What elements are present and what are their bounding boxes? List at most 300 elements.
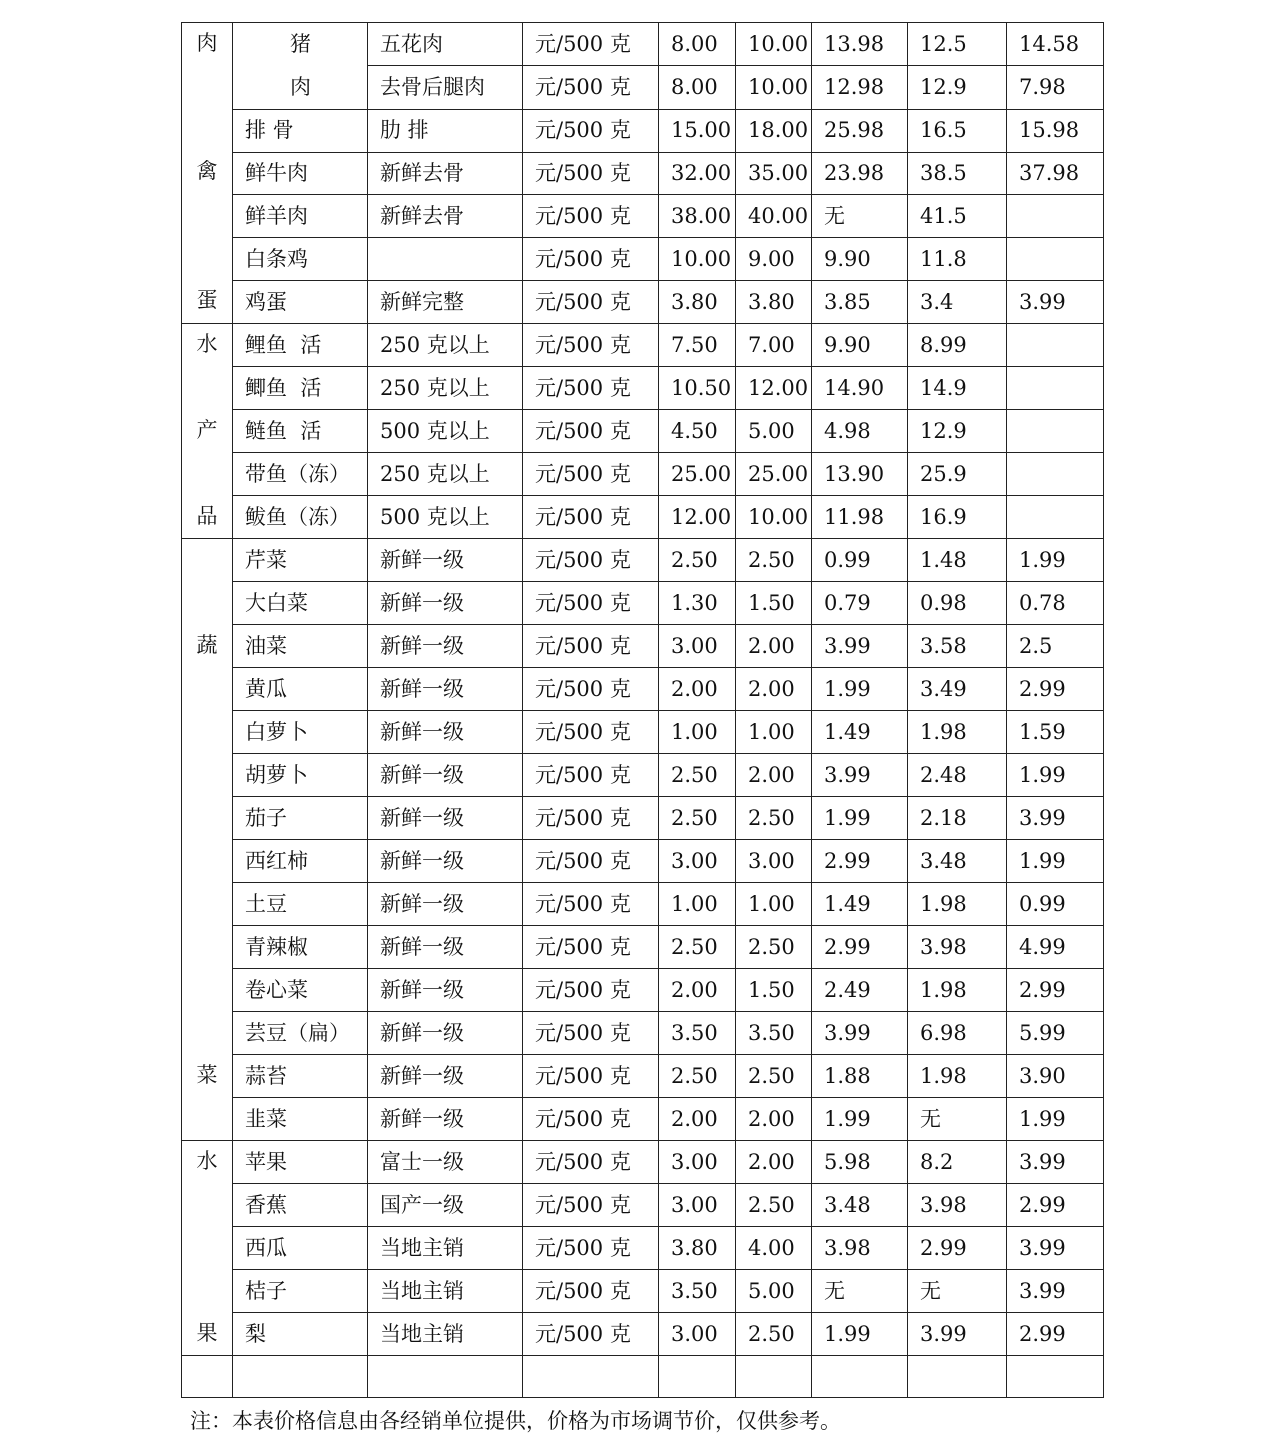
price-cell: 25.9 xyxy=(908,453,1007,496)
unit-cell: 元/500 克 xyxy=(523,797,659,840)
item-name-cell: 鲢鱼 活 xyxy=(233,410,368,453)
price-cell: 1.99 xyxy=(1007,1098,1104,1141)
price-cell: 1.30 xyxy=(659,582,736,625)
price-cell: 8.00 xyxy=(659,66,736,109)
price-cell: 3.50 xyxy=(736,1012,812,1055)
spec-cell: 去骨后腿肉 xyxy=(368,66,523,109)
table-row xyxy=(182,582,1104,625)
item-name-cell: 油菜 xyxy=(233,625,368,668)
price-cell: 3.99 xyxy=(812,1012,908,1055)
empty-cell xyxy=(523,1356,659,1398)
price-cell: 41.5 xyxy=(908,195,1007,238)
price-cell: 3.49 xyxy=(908,668,1007,711)
table-row xyxy=(182,152,1104,195)
price-cell: 3.99 xyxy=(1007,1141,1104,1184)
unit-cell: 元/500 克 xyxy=(523,1184,659,1227)
price-cell: 1.99 xyxy=(812,1098,908,1141)
spec-cell: 新鲜一级 xyxy=(368,539,523,582)
price-cell: 2.50 xyxy=(659,539,736,582)
price-cell: 1.00 xyxy=(736,711,812,754)
price-cell: 40.00 xyxy=(736,195,812,238)
price-cell: 10.00 xyxy=(736,496,812,539)
spec-cell: 新鲜一级 xyxy=(368,840,523,883)
unit-cell: 元/500 克 xyxy=(523,195,659,238)
price-cell: 2.99 xyxy=(1007,1313,1104,1356)
price-cell xyxy=(1007,238,1104,281)
table-row xyxy=(182,926,1104,969)
item-name-cell: 蒜苔 xyxy=(233,1055,368,1098)
price-cell: 3.98 xyxy=(908,926,1007,969)
unit-cell: 元/500 克 xyxy=(523,453,659,496)
table-row xyxy=(182,410,1104,453)
price-cell: 0.79 xyxy=(812,582,908,625)
item-name-char: 肉 xyxy=(290,74,311,99)
unit-cell: 元/500 克 xyxy=(523,1098,659,1141)
item-name-cell xyxy=(233,23,368,110)
table-row xyxy=(182,238,1104,281)
unit-cell: 元/500 克 xyxy=(523,582,659,625)
price-cell: 4.98 xyxy=(812,410,908,453)
item-name-cell: 韭菜 xyxy=(233,1098,368,1141)
price-cell: 3.98 xyxy=(908,1184,1007,1227)
spec-cell: 新鲜一级 xyxy=(368,1012,523,1055)
price-cell: 32.00 xyxy=(659,152,736,195)
spec-cell: 500 克以上 xyxy=(368,410,523,453)
price-cell: 14.90 xyxy=(812,367,908,410)
item-name-cell: 土豆 xyxy=(233,883,368,926)
empty-cell xyxy=(659,1356,736,1398)
unit-cell: 元/500 克 xyxy=(523,23,659,66)
table-row xyxy=(182,1227,1104,1270)
empty-cell xyxy=(233,1356,368,1398)
unit-cell: 元/500 克 xyxy=(523,281,659,324)
item-name-cell: 桔子 xyxy=(233,1270,368,1313)
footnote: 注：本表价格信息由各经销单位提供，价格为市场调节价，仅供参考。 xyxy=(190,1409,841,1433)
price-cell: 3.50 xyxy=(659,1012,736,1055)
price-cell: 无 xyxy=(908,1098,1007,1141)
price-cell: 7.98 xyxy=(1007,66,1104,109)
price-cell xyxy=(1007,496,1104,539)
table-row xyxy=(182,711,1104,754)
unit-cell: 元/500 克 xyxy=(523,1270,659,1313)
price-cell: 10.00 xyxy=(736,23,812,66)
category-char: 品 xyxy=(196,504,218,528)
category-char: 产 xyxy=(196,418,218,442)
table-row xyxy=(182,1141,1104,1184)
price-cell: 13.90 xyxy=(812,453,908,496)
unit-cell: 元/500 克 xyxy=(523,109,659,152)
price-cell: 25.00 xyxy=(736,453,812,496)
table-row xyxy=(182,281,1104,324)
price-cell: 3.99 xyxy=(1007,797,1104,840)
price-cell xyxy=(1007,195,1104,238)
price-cell: 2.49 xyxy=(812,969,908,1012)
price-cell: 1.98 xyxy=(908,1055,1007,1098)
unit-cell: 元/500 克 xyxy=(523,711,659,754)
spec-cell: 当地主销 xyxy=(368,1270,523,1313)
price-cell: 无 xyxy=(812,195,908,238)
table-row xyxy=(182,1270,1104,1313)
category-char: 果 xyxy=(196,1321,218,1345)
price-cell: 3.90 xyxy=(1007,1055,1104,1098)
spec-cell: 新鲜一级 xyxy=(368,883,523,926)
price-cell: 2.00 xyxy=(736,625,812,668)
spec-cell: 新鲜一级 xyxy=(368,1098,523,1141)
unit-cell: 元/500 克 xyxy=(523,754,659,797)
price-cell: 2.18 xyxy=(908,797,1007,840)
unit-cell: 元/500 克 xyxy=(523,324,659,367)
unit-cell: 元/500 克 xyxy=(523,238,659,281)
price-cell: 10.00 xyxy=(659,238,736,281)
price-cell: 3.80 xyxy=(736,281,812,324)
price-cell: 3.00 xyxy=(659,1184,736,1227)
price-cell: 1.50 xyxy=(736,582,812,625)
item-name-cell: 梨 xyxy=(233,1313,368,1356)
item-name-char: 猪 xyxy=(290,31,311,56)
table-row-empty xyxy=(182,1356,1104,1398)
unit-cell: 元/500 克 xyxy=(523,1313,659,1356)
unit-cell: 元/500 克 xyxy=(523,668,659,711)
table-row xyxy=(182,1184,1104,1227)
empty-cell xyxy=(1007,1356,1104,1398)
price-cell: 1.49 xyxy=(812,711,908,754)
price-cell: 0.99 xyxy=(1007,883,1104,926)
price-cell xyxy=(1007,367,1104,410)
table-row xyxy=(182,195,1104,238)
spec-cell: 肋 排 xyxy=(368,109,523,152)
spec-cell: 当地主销 xyxy=(368,1227,523,1270)
price-cell: 2.50 xyxy=(659,1055,736,1098)
price-cell: 25.00 xyxy=(659,453,736,496)
empty-cell xyxy=(736,1356,812,1398)
unit-cell: 元/500 克 xyxy=(523,969,659,1012)
spec-cell: 新鲜一级 xyxy=(368,582,523,625)
price-cell: 2.00 xyxy=(659,668,736,711)
spec-cell: 新鲜一级 xyxy=(368,1055,523,1098)
price-cell: 3.80 xyxy=(659,281,736,324)
price-cell: 2.50 xyxy=(659,754,736,797)
price-cell: 1.88 xyxy=(812,1055,908,1098)
price-cell: 3.00 xyxy=(659,625,736,668)
price-cell: 1.98 xyxy=(908,883,1007,926)
item-name-cell: 鲜牛肉 xyxy=(233,152,368,195)
spec-cell: 250 克以上 xyxy=(368,453,523,496)
table-row xyxy=(182,840,1104,883)
spec-cell: 五花肉 xyxy=(368,23,523,66)
item-name-cell: 鲅鱼（冻） xyxy=(233,496,368,539)
price-cell: 3.99 xyxy=(908,1313,1007,1356)
item-name-cell: 带鱼（冻） xyxy=(233,453,368,496)
price-cell: 3.80 xyxy=(659,1227,736,1270)
price-cell xyxy=(1007,453,1104,496)
unit-cell: 元/500 克 xyxy=(523,66,659,109)
price-cell: 3.98 xyxy=(812,1227,908,1270)
price-cell: 1.99 xyxy=(812,1313,908,1356)
item-name-cell: 香蕉 xyxy=(233,1184,368,1227)
price-cell: 2.99 xyxy=(908,1227,1007,1270)
spec-cell: 新鲜一级 xyxy=(368,969,523,1012)
price-cell: 2.99 xyxy=(812,840,908,883)
price-cell: 2.00 xyxy=(736,754,812,797)
category-cell xyxy=(182,324,233,539)
item-name-cell: 青辣椒 xyxy=(233,926,368,969)
category-cell xyxy=(182,23,233,324)
price-cell: 0.99 xyxy=(812,539,908,582)
price-cell: 3.99 xyxy=(1007,281,1104,324)
price-cell: 8.2 xyxy=(908,1141,1007,1184)
price-cell: 14.9 xyxy=(908,367,1007,410)
category-char: 肉 xyxy=(196,31,218,55)
unit-cell: 元/500 克 xyxy=(523,1141,659,1184)
table-row xyxy=(182,324,1104,367)
price-cell: 18.00 xyxy=(736,109,812,152)
price-cell: 2.99 xyxy=(812,926,908,969)
price-cell: 12.5 xyxy=(908,23,1007,66)
spec-cell: 500 克以上 xyxy=(368,496,523,539)
table-row xyxy=(182,539,1104,582)
empty-cell xyxy=(182,1356,233,1398)
price-cell: 8.00 xyxy=(659,23,736,66)
price-table xyxy=(181,22,1104,1398)
price-cell: 12.98 xyxy=(812,66,908,109)
price-cell: 1.99 xyxy=(812,668,908,711)
price-cell: 3.48 xyxy=(812,1184,908,1227)
price-cell: 12.00 xyxy=(659,496,736,539)
price-cell: 7.50 xyxy=(659,324,736,367)
price-cell: 2.00 xyxy=(659,1098,736,1141)
empty-cell xyxy=(368,1356,523,1398)
spec-cell xyxy=(368,238,523,281)
table-row xyxy=(182,23,1104,66)
table-row xyxy=(182,625,1104,668)
price-cell: 25.98 xyxy=(812,109,908,152)
unit-cell: 元/500 克 xyxy=(523,367,659,410)
price-cell: 3.4 xyxy=(908,281,1007,324)
table-row xyxy=(182,453,1104,496)
empty-cell xyxy=(908,1356,1007,1398)
price-cell: 13.98 xyxy=(812,23,908,66)
price-cell: 2.00 xyxy=(659,969,736,1012)
price-cell: 38.00 xyxy=(659,195,736,238)
category-cell xyxy=(182,1141,233,1356)
spec-cell: 250 克以上 xyxy=(368,367,523,410)
item-name-cell: 胡萝卜 xyxy=(233,754,368,797)
price-cell: 9.90 xyxy=(812,324,908,367)
price-cell: 14.58 xyxy=(1007,23,1104,66)
price-cell: 1.00 xyxy=(659,711,736,754)
table-row xyxy=(182,754,1104,797)
price-cell: 2.50 xyxy=(736,1313,812,1356)
price-cell: 1.98 xyxy=(908,711,1007,754)
spec-cell: 250 克以上 xyxy=(368,324,523,367)
price-cell: 1.00 xyxy=(736,883,812,926)
item-name-cell: 鸡蛋 xyxy=(233,281,368,324)
price-cell: 1.59 xyxy=(1007,711,1104,754)
price-cell: 15.00 xyxy=(659,109,736,152)
price-cell: 11.98 xyxy=(812,496,908,539)
price-cell: 10.50 xyxy=(659,367,736,410)
item-name-cell: 鲫鱼 活 xyxy=(233,367,368,410)
price-cell: 16.5 xyxy=(908,109,1007,152)
price-cell: 9.90 xyxy=(812,238,908,281)
table-row xyxy=(182,1055,1104,1098)
item-name-cell: 芹菜 xyxy=(233,539,368,582)
price-cell: 4.00 xyxy=(736,1227,812,1270)
category-char: 水 xyxy=(196,332,218,356)
table-row xyxy=(182,367,1104,410)
empty-cell xyxy=(812,1356,908,1398)
price-cell: 2.5 xyxy=(1007,625,1104,668)
price-cell xyxy=(1007,410,1104,453)
table-row xyxy=(182,1098,1104,1141)
price-cell: 2.99 xyxy=(1007,1184,1104,1227)
price-cell: 7.00 xyxy=(736,324,812,367)
spec-cell: 新鲜去骨 xyxy=(368,152,523,195)
price-cell: 1.99 xyxy=(1007,754,1104,797)
price-cell: 1.99 xyxy=(1007,539,1104,582)
price-cell: 6.98 xyxy=(908,1012,1007,1055)
price-cell: 37.98 xyxy=(1007,152,1104,195)
unit-cell: 元/500 克 xyxy=(523,625,659,668)
category-char: 菜 xyxy=(196,1063,218,1087)
price-cell: 11.8 xyxy=(908,238,1007,281)
item-name-cell: 黄瓜 xyxy=(233,668,368,711)
item-name-cell: 鲜羊肉 xyxy=(233,195,368,238)
price-cell: 23.98 xyxy=(812,152,908,195)
unit-cell: 元/500 克 xyxy=(523,840,659,883)
price-cell: 12.00 xyxy=(736,367,812,410)
category-char: 蔬 xyxy=(196,633,218,657)
unit-cell: 元/500 克 xyxy=(523,539,659,582)
unit-cell: 元/500 克 xyxy=(523,883,659,926)
price-cell: 2.50 xyxy=(736,1184,812,1227)
price-cell: 3.00 xyxy=(659,1141,736,1184)
unit-cell: 元/500 克 xyxy=(523,1227,659,1270)
price-cell: 9.00 xyxy=(736,238,812,281)
price-cell: 3.50 xyxy=(659,1270,736,1313)
price-cell: 3.48 xyxy=(908,840,1007,883)
category-cell xyxy=(182,539,233,1141)
price-cell: 2.50 xyxy=(736,1055,812,1098)
item-name-cell: 西红柿 xyxy=(233,840,368,883)
table-row xyxy=(182,1012,1104,1055)
table-row xyxy=(182,969,1104,1012)
price-cell: 4.50 xyxy=(659,410,736,453)
price-cell: 2.48 xyxy=(908,754,1007,797)
price-cell: 1.50 xyxy=(736,969,812,1012)
item-name-cell: 西瓜 xyxy=(233,1227,368,1270)
item-name-cell: 排 骨 xyxy=(233,109,368,152)
price-cell: 无 xyxy=(812,1270,908,1313)
price-cell: 1.99 xyxy=(1007,840,1104,883)
price-cell xyxy=(1007,324,1104,367)
item-name-cell: 茄子 xyxy=(233,797,368,840)
spec-cell: 新鲜一级 xyxy=(368,797,523,840)
spec-cell: 新鲜完整 xyxy=(368,281,523,324)
spec-cell: 新鲜一级 xyxy=(368,754,523,797)
price-cell: 5.00 xyxy=(736,1270,812,1313)
price-cell: 2.50 xyxy=(736,926,812,969)
spec-cell: 新鲜一级 xyxy=(368,926,523,969)
spec-cell: 新鲜一级 xyxy=(368,668,523,711)
price-cell: 3.00 xyxy=(659,840,736,883)
unit-cell: 元/500 克 xyxy=(523,1012,659,1055)
table-row xyxy=(182,797,1104,840)
price-cell: 1.99 xyxy=(812,797,908,840)
price-cell: 2.50 xyxy=(736,539,812,582)
price-cell: 4.99 xyxy=(1007,926,1104,969)
price-cell: 无 xyxy=(908,1270,1007,1313)
price-cell: 12.9 xyxy=(908,66,1007,109)
price-cell: 12.9 xyxy=(908,410,1007,453)
category-char: 蛋 xyxy=(196,288,218,312)
spec-cell: 国产一级 xyxy=(368,1184,523,1227)
category-char: 水 xyxy=(196,1149,218,1173)
price-cell: 38.5 xyxy=(908,152,1007,195)
price-cell: 3.99 xyxy=(812,754,908,797)
table-row xyxy=(182,668,1104,711)
unit-cell: 元/500 克 xyxy=(523,496,659,539)
price-cell: 5.98 xyxy=(812,1141,908,1184)
category-char: 禽 xyxy=(196,159,218,183)
price-cell: 1.48 xyxy=(908,539,1007,582)
item-name-cell: 卷心菜 xyxy=(233,969,368,1012)
price-cell: 15.98 xyxy=(1007,109,1104,152)
price-cell: 2.50 xyxy=(659,797,736,840)
price-cell: 0.98 xyxy=(908,582,1007,625)
price-cell: 5.00 xyxy=(736,410,812,453)
item-name-cell: 大白菜 xyxy=(233,582,368,625)
price-cell: 2.00 xyxy=(736,1098,812,1141)
price-cell: 2.00 xyxy=(736,668,812,711)
item-name-cell: 苹果 xyxy=(233,1141,368,1184)
unit-cell: 元/500 克 xyxy=(523,926,659,969)
price-cell: 16.9 xyxy=(908,496,1007,539)
price-cell: 2.50 xyxy=(659,926,736,969)
price-cell: 3.58 xyxy=(908,625,1007,668)
table-row xyxy=(182,109,1104,152)
price-cell: 1.98 xyxy=(908,969,1007,1012)
spec-cell: 富士一级 xyxy=(368,1141,523,1184)
price-cell: 10.00 xyxy=(736,66,812,109)
spec-cell: 新鲜一级 xyxy=(368,711,523,754)
item-name-cell: 白萝卜 xyxy=(233,711,368,754)
spec-cell: 新鲜去骨 xyxy=(368,195,523,238)
table-row xyxy=(182,883,1104,926)
price-cell: 3.85 xyxy=(812,281,908,324)
unit-cell: 元/500 克 xyxy=(523,410,659,453)
price-cell: 3.00 xyxy=(736,840,812,883)
price-cell: 2.50 xyxy=(736,797,812,840)
table-row xyxy=(182,496,1104,539)
price-cell: 0.78 xyxy=(1007,582,1104,625)
price-cell: 3.99 xyxy=(1007,1270,1104,1313)
price-cell: 8.99 xyxy=(908,324,1007,367)
item-name-cell: 芸豆（扁） xyxy=(233,1012,368,1055)
unit-cell: 元/500 克 xyxy=(523,152,659,195)
price-cell: 2.99 xyxy=(1007,668,1104,711)
table-row xyxy=(182,1313,1104,1356)
unit-cell: 元/500 克 xyxy=(523,1055,659,1098)
price-cell: 35.00 xyxy=(736,152,812,195)
price-cell: 5.99 xyxy=(1007,1012,1104,1055)
item-name-cell: 白条鸡 xyxy=(233,238,368,281)
spec-cell: 新鲜一级 xyxy=(368,625,523,668)
price-cell: 3.00 xyxy=(659,1313,736,1356)
price-cell: 1.00 xyxy=(659,883,736,926)
spec-cell: 当地主销 xyxy=(368,1313,523,1356)
price-cell: 1.49 xyxy=(812,883,908,926)
